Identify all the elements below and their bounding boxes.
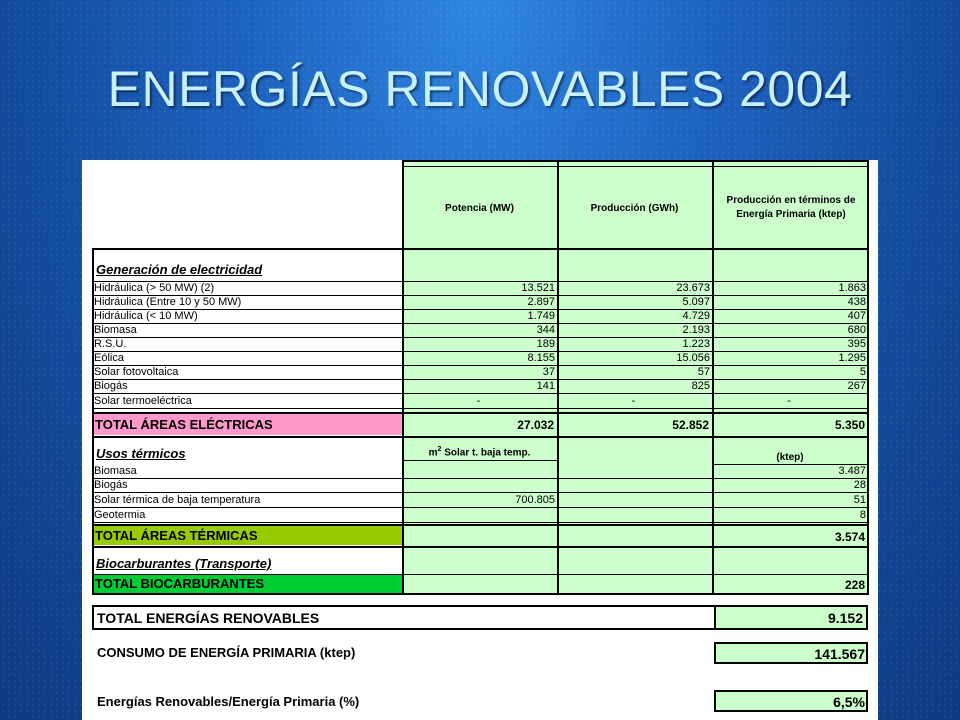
slide-title: ENERGÍAS RENOVABLES 2004 [107,61,853,117]
row-label: Biogás [94,380,128,392]
row-m2: 700.805 [515,494,555,506]
grid-line-h [92,323,868,324]
row-mw: 8.155 [527,352,555,364]
section-electricity-title: Generación de electricidad [96,262,263,277]
row-mw: 1.749 [527,310,555,322]
grid-line-h [402,160,868,162]
row-ktep: 28 [853,479,866,491]
primary-consumption-value: 141.567 [814,646,865,662]
row-gwh: 2.193 [682,324,710,336]
row-ktep: 3.487 [838,465,866,477]
total-electric-gwh: 52.852 [672,418,709,432]
row-label: Biogás [94,479,128,491]
row-label: Solar fotovoltaica [94,366,179,378]
header-produccion: Producción (GWh) [590,202,679,214]
row-gwh: 57 [697,366,710,378]
grid-line-h [92,309,868,310]
grid-line-h [92,492,868,493]
header-potencia: Potencia (MW) [445,202,514,214]
ratio-label: Energías Renovables/Energía Primaria (%) [97,694,360,709]
grid-line-v [712,160,714,595]
row-label: Hidráulica (> 50 MW) (2) [94,282,215,294]
row-label: Solar termoeléctrica [94,395,192,407]
row-gwh: 4.729 [682,310,710,322]
grid-line-h [92,524,868,526]
ratio-value: 6,5% [833,694,865,710]
row-ktep: 1.295 [838,352,866,364]
total-electric-ktep: 5.350 [834,418,865,432]
row-ktep: 8 [859,509,866,521]
total-electric-mw: 27.032 [517,418,554,432]
grid-line-h [92,281,868,282]
row-label: Solar térmica de baja temperatura [94,494,261,506]
row-mw: 13.521 [521,282,555,294]
grid-line-h [92,507,868,508]
grid-line-v [402,160,404,595]
grid-line-v [92,248,94,594]
grid-line-h [92,412,868,414]
grid-line-h [92,365,868,366]
thermal-m2-header-sup: 2 [437,446,442,453]
total-thermal-ktep: 3.574 [834,530,865,544]
row-mw: 141 [536,380,555,392]
grid-line-h [402,166,868,167]
row-mw: - [476,395,481,407]
total-thermal-label: TOTAL ÁREAS TÉRMICAS [95,528,258,543]
thermal-m2-header-unit: m [428,447,438,459]
total-biofuels-label: TOTAL BIOCARBURANTES [95,576,264,591]
grid-line-h [92,337,868,338]
renewables-table [82,160,878,720]
grid-line-v [557,160,559,595]
section-biofuels-title: Biocarburantes (Transporte) [96,556,272,571]
row-gwh: 23.673 [676,282,710,294]
grid-line-v [867,160,869,595]
grid-line-h [92,408,868,409]
grid-line-h [92,295,868,296]
row-ktep: 1.863 [838,282,866,294]
row-mw: 189 [536,338,555,350]
grid-line-h [402,460,557,461]
row-gwh: 5.097 [682,296,710,308]
grid-line-v [714,605,716,630]
row-label: Hidráulica (< 10 MW) [94,310,198,322]
grid-line-h [92,248,868,250]
total-biofuels-ktep: 228 [844,578,865,592]
row-label: Biomasa [94,465,137,477]
row-ktep: 407 [847,310,866,322]
row-mw: 2.897 [527,296,555,308]
row-gwh: 825 [691,380,710,392]
row-ktep: 267 [847,380,866,392]
thermal-m2-header-rest: Solar t. baja temp. [441,447,531,459]
grid-line-h [92,546,868,548]
row-ktep: 395 [847,338,866,350]
grid-line-h [92,436,868,438]
header-energia-primaria: Producción en términos de Energía Primaria (ktep) [726,195,856,220]
grid-line-h [92,478,868,479]
grid-line-h [92,379,868,380]
grid-line-h [92,574,868,575]
row-label: Biomasa [94,324,137,336]
total-electric-label: TOTAL ÁREAS ELÉCTRICAS [95,417,273,432]
thermal-ktep-header: (ktep) [776,452,804,463]
grid-line-h [92,593,868,595]
row-gwh: 15.056 [676,352,710,364]
row-label: Hidráulica (Entre 10 y 50 MW) [94,296,242,308]
grid-line-h [92,522,868,523]
row-label: Eólica [94,352,124,364]
grand-total-value: 9.152 [827,610,863,626]
thermal-m2-header [402,446,557,458]
grid-line-h [712,464,868,465]
row-label: Geotermia [94,509,146,521]
row-ktep: 51 [853,494,866,506]
row-mw: 37 [542,366,555,378]
section-thermal-title: Usos térmicos [96,446,186,461]
row-ktep: 5 [859,366,866,378]
row-ktep: 680 [847,324,866,336]
grid-line-h [92,393,868,394]
row-gwh: 1.223 [682,338,710,350]
row-label: R.S.U. [94,338,127,350]
row-ktep: - [787,395,791,407]
row-mw: 344 [536,324,555,336]
primary-consumption-label: CONSUMO DE ENERGÍA PRIMARIA (ktep) [97,645,356,660]
row-ktep: 438 [847,296,866,308]
grand-total-label: TOTAL ENERGÍAS RENOVABLES [97,610,320,626]
row-gwh: - [631,395,636,407]
grid-line-h [92,351,868,352]
